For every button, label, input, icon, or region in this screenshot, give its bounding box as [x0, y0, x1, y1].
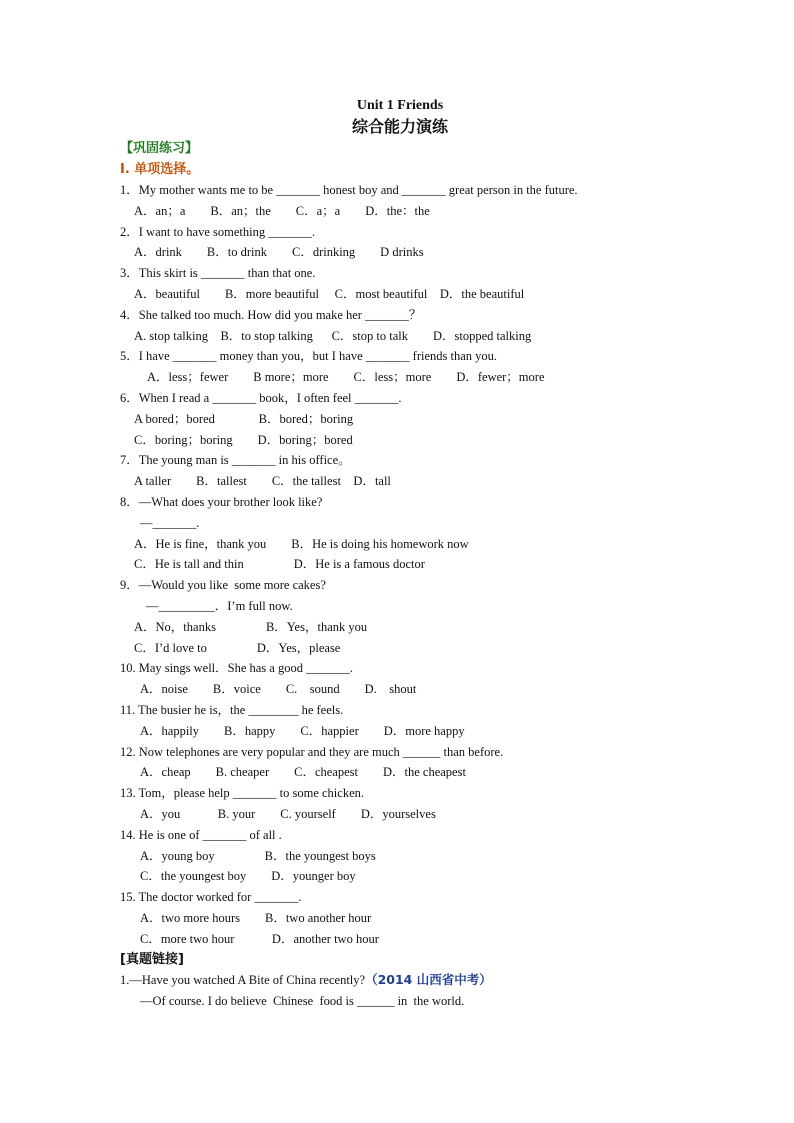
section-practice-heading: 【巩固练习】: [120, 141, 199, 156]
section-real-heading: [真题链接]: [120, 952, 184, 968]
options-9-2: C．I’d love to D．Yes，please: [134, 640, 341, 655]
question-6: 6．When I read a _______ book，I often feel _______.: [120, 390, 402, 405]
real-answer-line: —Of course. I do believe Chinese food is ______ in the world.: [140, 994, 465, 1009]
question-12: 12. Now telephones are very popular and they are much ______ than before.: [120, 744, 504, 759]
options-13-1: A．you B. your C. yourself D．yourselves: [140, 806, 436, 821]
unit-title: Unit 1 Friends: [356, 98, 444, 113]
options-12-1: A．cheap B. cheaper C．cheapest D．the cheapest: [140, 765, 466, 780]
question-10: 10. May sings well．She has a good _______.: [120, 661, 353, 676]
options-11-1: A．happily B．happy C．happier D．more happy: [140, 723, 465, 738]
answer-blank-9: —_________．I’m full now.: [146, 598, 293, 613]
options-2-1: A．drink B．to drink C．drinking D drinks: [134, 245, 424, 260]
real-question: [120, 970, 680, 991]
options-4-1: A. stop talking B．to stop talking C．stop to talk D．stopped talking: [134, 328, 532, 343]
options-10-1: A．noise B．voice C. sound D. shout: [140, 682, 417, 697]
question-9: 9．—Would you like some more cakes?: [120, 578, 326, 593]
question-7: 7．The young man is _______ in his office。: [120, 453, 351, 468]
question-8: 8．—What does your brother look like?: [120, 494, 323, 509]
question-list: [120, 180, 680, 949]
question-11: 11. The busier he is，the ________ he feels.: [120, 702, 344, 717]
question-13: 13. Tom，please help _______ to some chicken.: [120, 786, 364, 801]
question-15: 15. The doctor worked for _______.: [120, 890, 302, 905]
answer-blank-8: —_______.: [140, 515, 200, 530]
options-15-2: C．more two hour D．another two hour: [140, 931, 379, 946]
section-choice-heading: I. 单项选择。: [120, 162, 200, 177]
question-5: 5．I have _______ money than you，but I have _______ friends than you.: [120, 349, 498, 364]
options-7-1: A taller B．tallest C．the tallest D．tall: [134, 474, 391, 489]
options-15-1: A．two more hours B．two another hour: [140, 910, 372, 925]
options-1-1: A．an；a B．an；the C．a；a D．the：the: [134, 203, 430, 218]
options-14-1: A．young boy B．the youngest boys: [140, 848, 376, 863]
question-4: 4．She talked too much. How did you make her _______？: [120, 307, 422, 322]
options-9-1: A．No，thanks B．Yes，thank you: [134, 619, 368, 634]
question-14: 14. He is one of _______ of all .: [120, 827, 282, 842]
exam-source: （2014 山西省中考）: [365, 972, 492, 988]
options-6-2: C．boring；boring D．boring；bored: [134, 432, 353, 447]
question-1: 1．My mother wants me to be _______ honest boy and _______ great person in the future.: [120, 183, 578, 197]
options-14-2: C．the youngest boy D．younger boy: [140, 869, 356, 884]
options-8-1: A．He is fine，thank you B．He is doing his homework now: [134, 536, 469, 551]
real-question-text: 1.—Have you watched A Bite of China recently?: [120, 973, 366, 988]
question-3: 3．This skirt is _______ than that one.: [120, 266, 316, 281]
options-8-2: C．He is tall and thin D．He is a famous doctor: [134, 557, 425, 572]
question-2: 2．I want to have something _______.: [120, 224, 316, 239]
options-6-1: A bored；bored B．bored；boring: [134, 411, 354, 426]
worksheet-page: [120, 96, 680, 1012]
options-3-1: A．beautiful B．more beautiful C．most beautiful D．the beautiful: [134, 286, 525, 301]
worksheet-subtitle: 综合能力演练: [351, 117, 448, 136]
options-5-1: A．less；fewer B more；more C．less；more D．fewer；more: [147, 370, 545, 385]
